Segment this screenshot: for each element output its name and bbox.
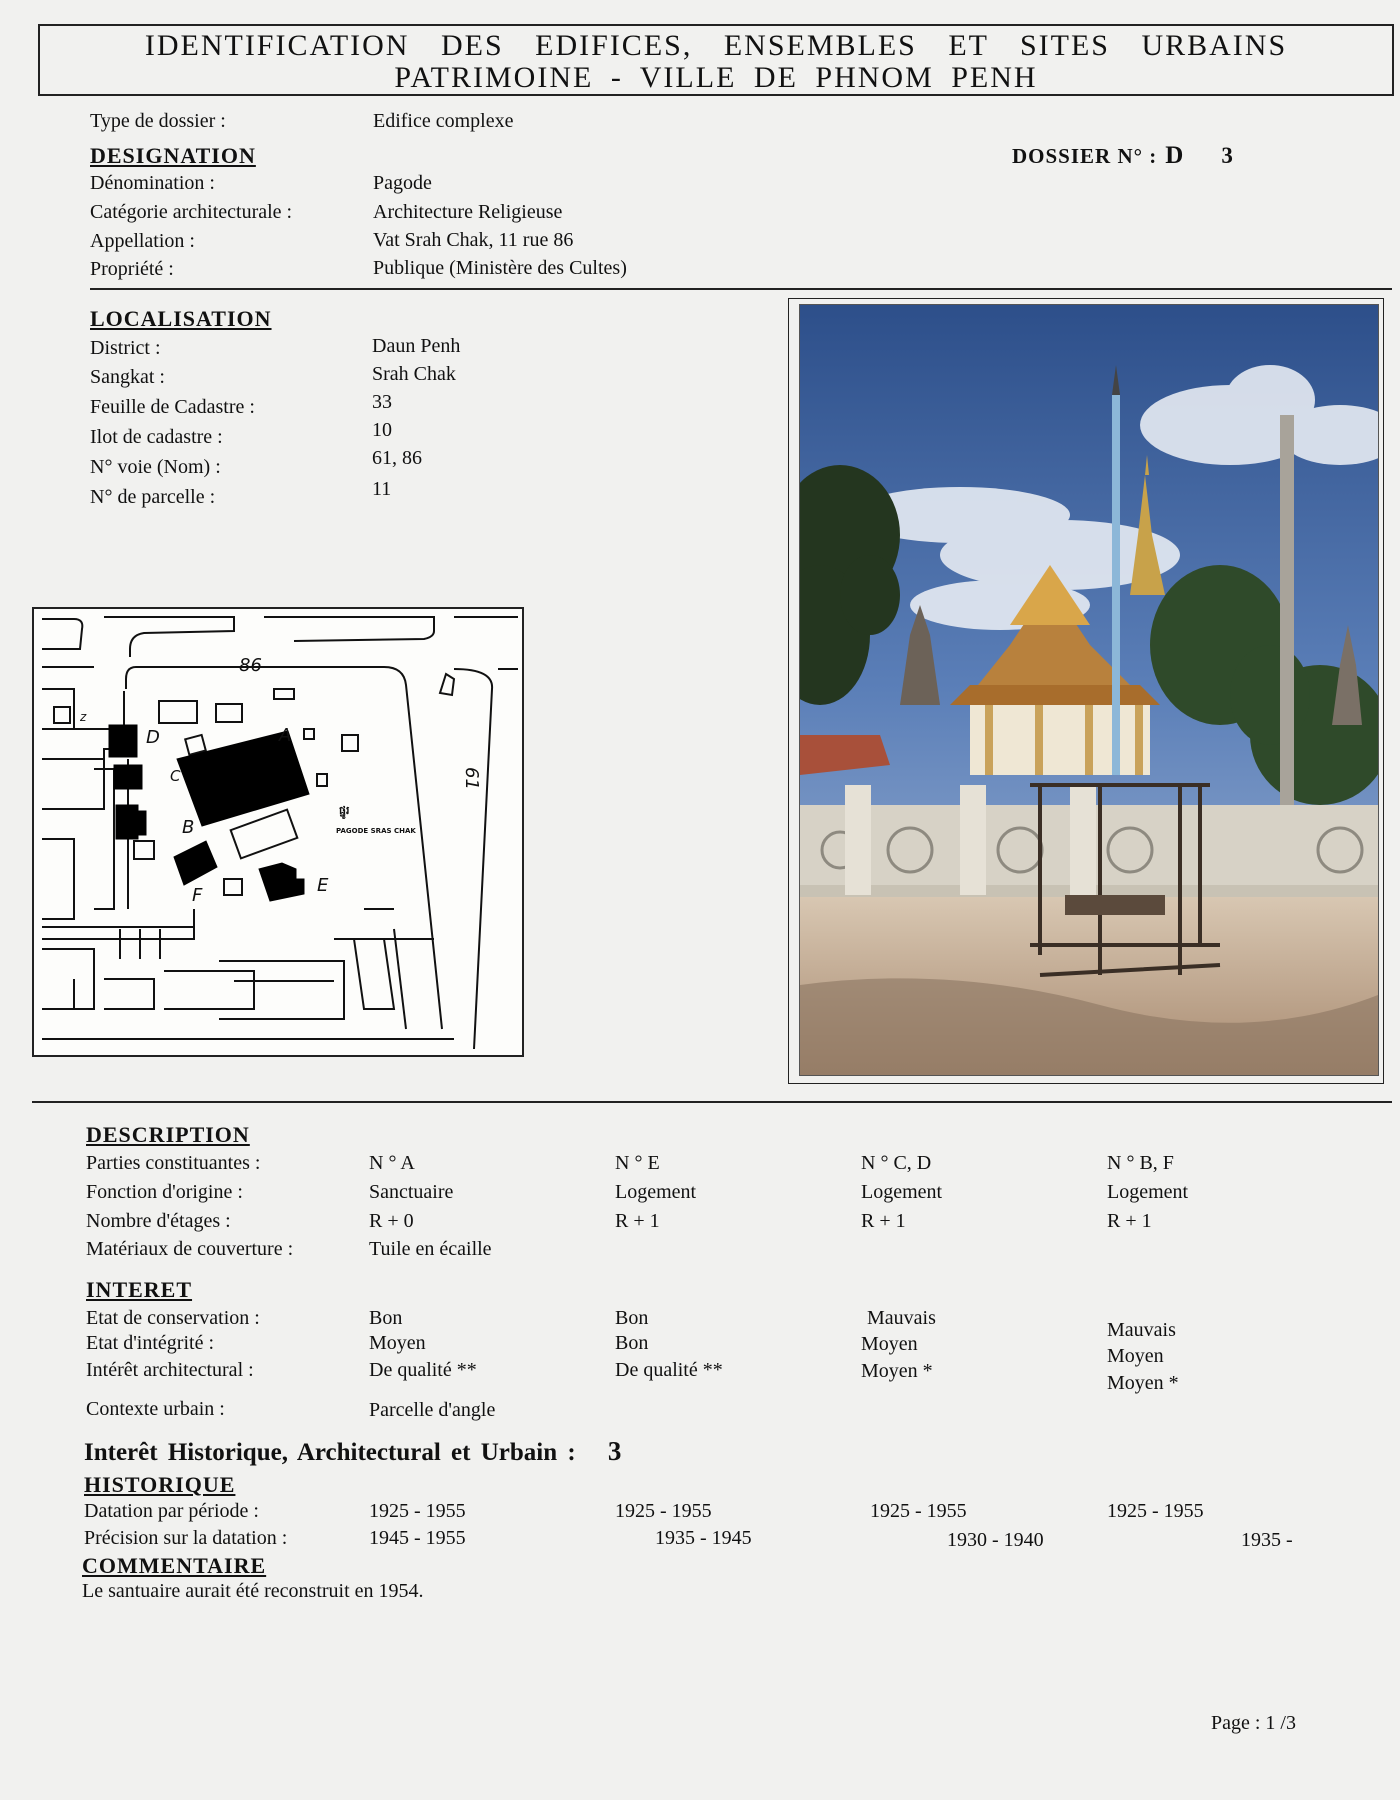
conservation-label: Etat de conservation : [86,1307,260,1329]
precision-label: Précision sur la datation : [84,1527,288,1549]
commentaire-text: Le santuaire aurait été reconstruit en 1954. [82,1580,424,1602]
fonction-col2: Logement [615,1181,697,1203]
district-label: District : [90,337,161,359]
map-label-b: B [182,817,195,838]
pagoda-illustration [800,305,1378,1075]
parties-label: Parties constituantes : [86,1152,261,1174]
precision-col4: 1935 - [1241,1529,1293,1551]
denomination-label: Dénomination : [90,172,215,194]
integrite-col3: Moyen [861,1333,918,1355]
parcelle-value: 11 [372,478,392,500]
interet-summary-value: 3 [607,1436,622,1466]
ilot-cadastre-value: 10 [372,419,392,441]
conservation-col1: Bon [369,1307,403,1329]
dossier-letter: D [1165,142,1184,169]
voie-value: 61, 86 [372,447,422,469]
appellation-value: Vat Srah Chak, 11 rue 86 [373,229,574,251]
materiaux-label: Matériaux de couverture : [86,1238,294,1260]
map-label-a: A [279,725,292,746]
map-label-z: z [80,710,87,724]
conservation-col3: Mauvais [867,1307,936,1329]
architectural-col2: De qualité ** [615,1359,723,1381]
integrite-col2: Bon [615,1332,649,1354]
map-label-f: F [192,885,203,906]
architectural-col4: Moyen * [1107,1372,1179,1394]
datation-col4: 1925 - 1955 [1107,1500,1204,1522]
divider-top [90,288,1392,290]
propriete-label: Propriété : [90,258,174,280]
etages-col3: R + 1 [861,1210,906,1232]
dossier-label: DOSSIER N° : [1012,144,1158,168]
dossier-number [1012,142,1233,170]
document-title [38,24,1394,96]
district-value: Daun Penh [372,335,461,357]
datation-col3: 1925 - 1955 [870,1500,967,1522]
type-dossier-value: Edifice complexe [373,110,514,132]
datation-label: Datation par période : [84,1500,259,1522]
map-street-86: 86 [239,655,262,676]
parcelle-label: N° de parcelle : [90,486,216,508]
conservation-col2: Bon [615,1307,649,1329]
etages-col1: R + 0 [369,1210,414,1232]
datation-col1: 1925 - 1955 [369,1500,466,1522]
feuille-cadastre-label: Feuille de Cadastre : [90,396,255,418]
description-heading: DESCRIPTION [86,1122,250,1147]
ilot-cadastre-label: Ilot de cadastre : [90,426,223,448]
integrite-col1: Moyen [369,1332,426,1354]
sangkat-label: Sangkat : [90,366,165,388]
conservation-col4: Mauvais [1107,1319,1176,1341]
dossier-num: 3 [1221,143,1233,168]
commentaire-heading: COMMENTAIRE [82,1553,267,1578]
interet-summary-label: Interêt Historique, Architectural et Urbain : [84,1439,576,1466]
localisation-heading: LOCALISATION [90,306,272,331]
architectural-col1: De qualité ** [369,1359,477,1381]
voie-label: N° voie (Nom) : [90,456,221,478]
etages-col2: R + 1 [615,1210,660,1232]
contexte-label: Contexte urbain : [86,1398,225,1420]
parties-col2: N ° E [615,1152,660,1174]
feuille-cadastre-value: 33 [372,391,392,413]
map-label-d: D [146,727,160,748]
precision-col1: 1945 - 1955 [369,1527,466,1549]
interet-summary [84,1436,621,1467]
fonction-col3: Logement [861,1181,943,1203]
interet-heading: INTERET [86,1277,193,1302]
integrite-col4: Moyen [1107,1345,1164,1367]
pagoda-photo [799,304,1379,1076]
architectural-label: Intérêt architectural : [86,1359,254,1381]
map-label-c: C [170,767,181,785]
denomination-value: Pagode [373,172,432,194]
parties-col4: N ° B, F [1107,1152,1174,1174]
fonction-label: Fonction d'origine : [86,1181,243,1203]
parties-col1: N ° A [369,1152,415,1174]
precision-col2: 1935 - 1945 [655,1527,752,1549]
designation-heading: DESIGNATION [90,143,256,168]
page-number: Page : 1 /3 [1211,1712,1296,1734]
datation-col2: 1925 - 1955 [615,1500,712,1522]
materiaux-value: Tuile en écaille [369,1238,492,1260]
map-label-e: E [317,875,329,896]
integrite-label: Etat d'intégrité : [86,1332,215,1354]
precision-col3: 1930 - 1940 [947,1529,1044,1551]
map-street-61: 61 [461,767,482,790]
categorie-value: Architecture Religieuse [373,201,563,223]
contexte-value: Parcelle d'angle [369,1399,496,1421]
photo-frame [788,298,1384,1084]
title-line-2: PATRIMOINE - VILLE DE PHNOM PENH [394,61,1038,94]
historique-heading: HISTORIQUE [84,1472,236,1497]
divider-middle [32,1101,1392,1103]
fonction-col4: Logement [1107,1181,1189,1203]
title-line-1: IDENTIFICATION DES EDIFICES, ENSEMBLES ET SITES URBAINS [144,29,1288,62]
appellation-label: Appellation : [90,230,195,252]
fonction-col1: Sanctuaire [369,1181,454,1203]
etages-label: Nombre d'étages : [86,1210,231,1232]
parties-col3: N ° C, D [861,1152,932,1174]
architectural-col3: Moyen * [861,1360,933,1382]
etages-col4: R + 1 [1107,1210,1152,1232]
sangkat-value: Srah Chak [372,363,456,385]
categorie-label: Catégorie architecturale : [90,201,293,223]
map-caption-khmer: ផ្នូរ [339,804,350,817]
map-caption: PAGODE SRAS CHAK [336,827,416,835]
type-dossier-label: Type de dossier : [90,110,226,132]
map-drawing [34,609,522,1055]
propriete-value: Publique (Ministère des Cultes) [373,257,627,279]
cadastral-map [32,607,524,1057]
